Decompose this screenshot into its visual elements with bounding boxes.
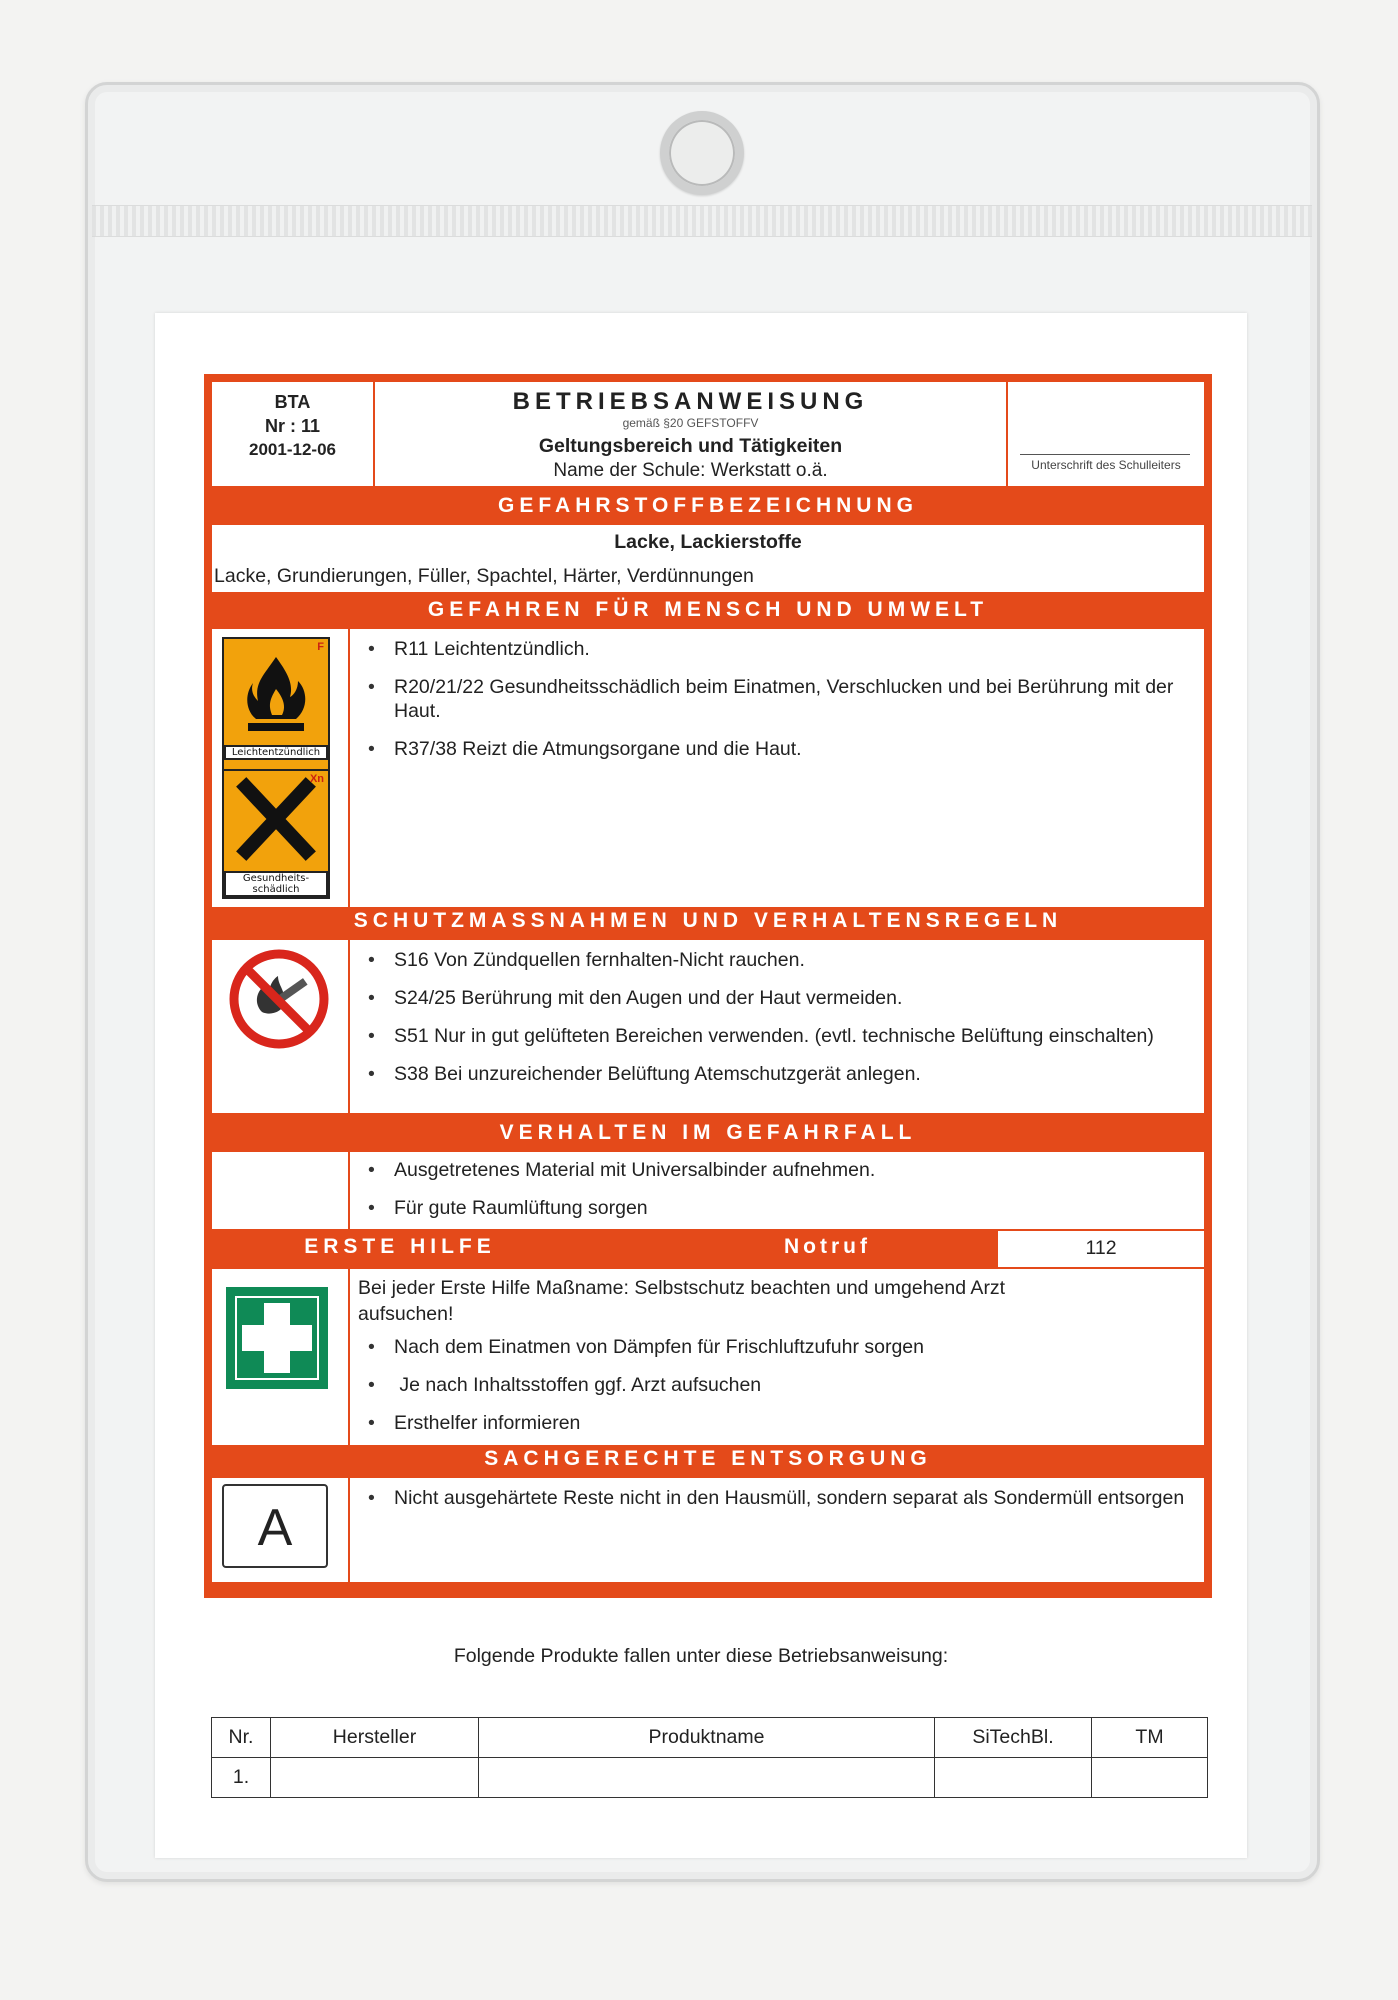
first-aid-bar [204, 1229, 1212, 1269]
list-item: • Je nach Inhaltsstoffen ggf. Arzt aufsuchen [362, 1373, 1194, 1397]
emergency-list [362, 1158, 1194, 1234]
disposal-code-box [222, 1484, 328, 1568]
cross-icon [224, 771, 328, 871]
panel-divider [348, 629, 350, 907]
panel-divider [348, 1478, 350, 1582]
prohibition-symbol [212, 940, 348, 1113]
first-aid-icon [226, 1287, 328, 1389]
hazard-code-f: F [317, 641, 324, 653]
list-item: • Nach dem Einatmen von Dämpfen für Frischluftzufuhr sorgen [362, 1335, 1194, 1359]
signature-line [1020, 454, 1190, 455]
document-date: 2001-12-06 [249, 440, 336, 459]
col-sitechbl: SiTechBl. [935, 1718, 1092, 1758]
cell-sitechbl [935, 1758, 1092, 1798]
col-nr: Nr. [212, 1718, 271, 1758]
hazard-label-flammable: Leichtentzündlich [224, 745, 328, 760]
list-item: • S24/25 Berührung mit den Augen und der Haut vermeiden. [362, 986, 1194, 1010]
products-intro: Folgende Produkte fallen unter diese Betriebsanweisung: [453, 1645, 949, 1667]
no-fire-icon [226, 946, 332, 1052]
list-item: • R20/21/22 Gesundheitsschädlich beim Einatmen, Verschlucken und bei Berührung mit der Haut. [362, 675, 1194, 723]
col-produktname: Produktname [479, 1718, 935, 1758]
hazard-symbols [212, 629, 348, 907]
harmful-icon [222, 769, 330, 899]
hazard-code-xn: Xn [309, 773, 324, 785]
section-title-gefahren: GEFAHREN FÜR MENSCH UND UMWELT [427, 598, 989, 621]
bta-label: BTA [274, 392, 311, 412]
sleeve-seam [92, 205, 1312, 237]
flame-icon [224, 639, 328, 749]
school-name: Name der Schule: Werkstatt o.ä. [553, 460, 828, 481]
signature-label: Unterschrift des Schulleiters [1031, 458, 1181, 472]
panel-divider [348, 1152, 350, 1229]
emergency-call-label: Notruf [784, 1235, 871, 1258]
page-title: BETRIEBSANWEISUNG [512, 388, 869, 415]
disposal-symbol [212, 1478, 348, 1582]
schutz-panel [212, 940, 1204, 1113]
first-aid-symbol [212, 1269, 348, 1445]
legal-basis: gemäß §20 GEFSTOFFV [622, 416, 759, 430]
list-item: • R11 Leichtentzündlich. [362, 637, 1194, 661]
document-id [212, 390, 373, 462]
cell-hersteller [271, 1758, 479, 1798]
hazard-label-harmful: Gesundheits-schädlich [224, 871, 328, 897]
substance-description: Lacke, Grundierungen, Füller, Spachtel, Härter, Verdünnungen [214, 565, 754, 587]
list-item: • S38 Bei unzureichender Belüftung Atemschutzgerät anlegen. [362, 1062, 1194, 1086]
title-block [375, 388, 1006, 483]
first-aid-list [362, 1335, 1194, 1449]
section-title-gefahrfall: VERHALTEN IM GEFAHRFALL [499, 1121, 917, 1144]
list-item: • S16 Von Zündquellen fernhalten-Nicht rauchen. [362, 948, 1194, 972]
disposal-list [362, 1486, 1194, 1524]
gefahrstoff-panel [212, 525, 1204, 592]
protection-list [362, 948, 1194, 1100]
section-title-gefahrstoff: GEFAHRSTOFFBEZEICHNUNG [498, 494, 918, 517]
disposal-code: A [257, 1499, 293, 1557]
list-item: • Ausgetretenes Material mit Universalbinder aufnehmen. [362, 1158, 1194, 1182]
cell-nr: 1. [212, 1758, 271, 1798]
list-item: • R37/38 Reizt die Atmungsorgane und die Haut. [362, 737, 1194, 761]
panel-divider [348, 940, 350, 1113]
header-panel [212, 382, 1204, 486]
cell-tm [1092, 1758, 1208, 1798]
emergency-number: 112 [1085, 1237, 1117, 1259]
list-item: • Ersthelfer informieren [362, 1411, 1194, 1435]
first-aid-panel [212, 1269, 1204, 1445]
section-title-erste-hilfe: ERSTE HILFE [304, 1235, 496, 1258]
list-item: • Für gute Raumlüftung sorgen [362, 1196, 1194, 1220]
hazard-list [362, 637, 1194, 775]
col-tm: TM [1092, 1718, 1208, 1758]
entsorgung-panel [212, 1478, 1204, 1582]
eyelet-hole [660, 111, 744, 195]
gefahren-panel [212, 629, 1204, 907]
table-header-row [212, 1718, 1208, 1758]
list-item: • Nicht ausgehärtete Reste nicht in den Hausmüll, sondern separat als Sondermüll entsorgen [362, 1486, 1194, 1510]
products-table [211, 1717, 1208, 1798]
cell-produktname [479, 1758, 935, 1798]
section-title-schutz: SCHUTZMASSNAHMEN UND VERHALTENSREGELN [353, 909, 1063, 932]
emergency-number-box [998, 1231, 1204, 1267]
first-aid-intro: Bei jeder Erste Hilfe Maßname: Selbstschutz beachten und umgehend Arzt aufsuchen! [358, 1277, 1006, 1325]
scope-label: Geltungsbereich und Tätigkeiten [538, 435, 843, 457]
col-hersteller: Hersteller [271, 1718, 479, 1758]
table-row [212, 1758, 1208, 1798]
document-number: Nr : 11 [264, 416, 321, 436]
substance-name: Lacke, Lackierstoffe [614, 531, 802, 553]
list-item: • S51 Nur in gut gelüfteten Bereichen verwenden. (evtl. technische Belüftung einschalten) [362, 1024, 1194, 1048]
section-title-entsorgung: SACHGERECHTE ENTSORGUNG [484, 1447, 932, 1470]
flammable-icon [222, 637, 330, 771]
operating-instructions [204, 374, 1212, 1598]
gefahrfall-panel [212, 1152, 1204, 1229]
panel-divider [348, 1269, 350, 1445]
